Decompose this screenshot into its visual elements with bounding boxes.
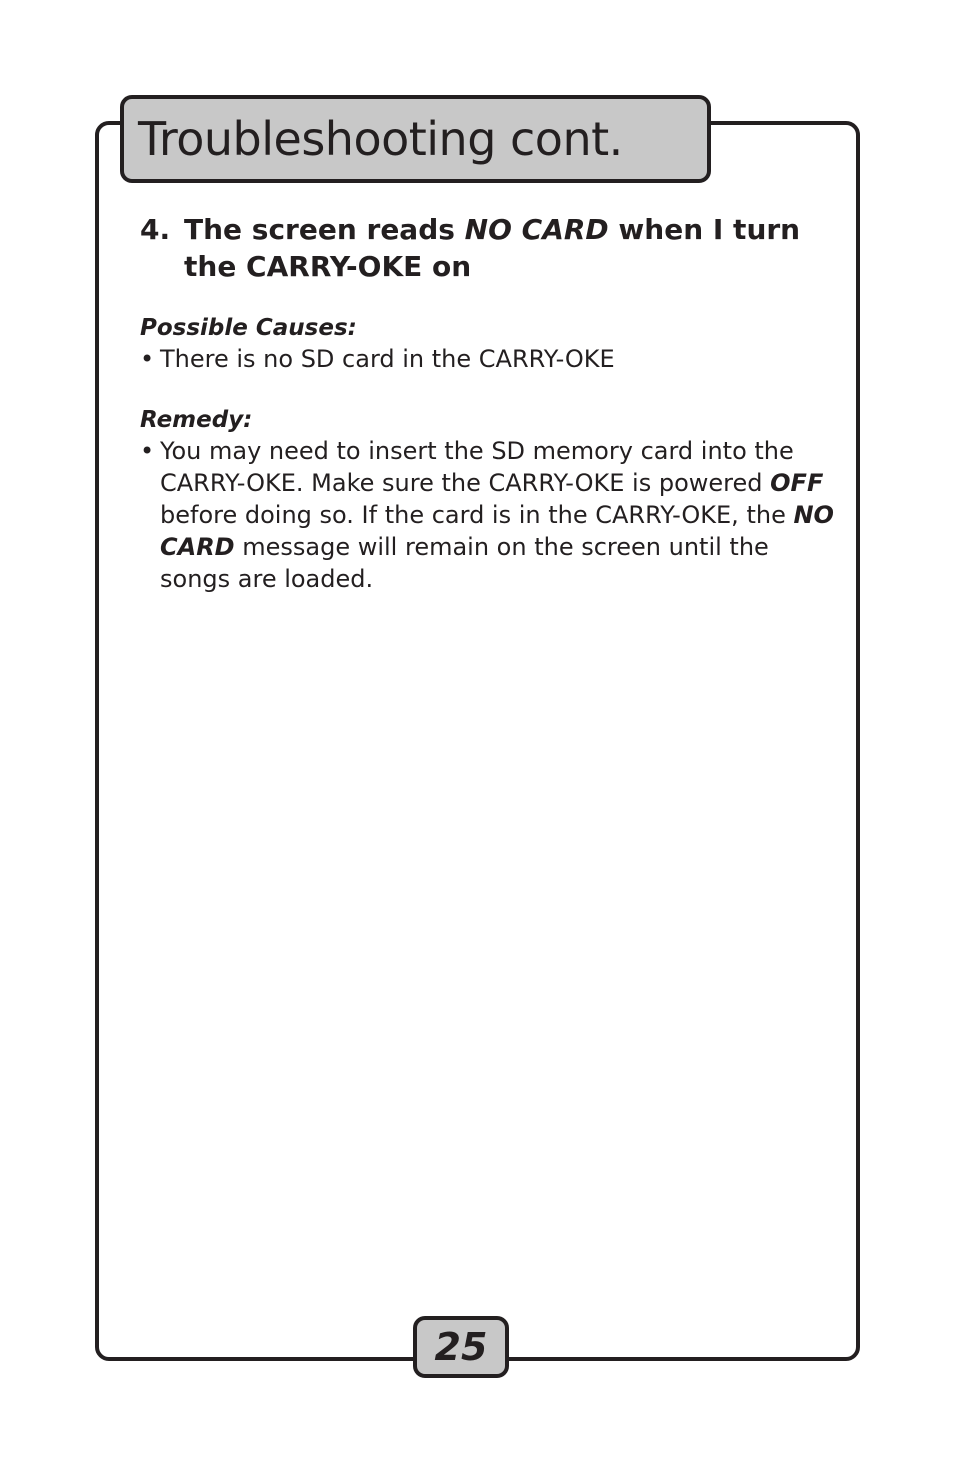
page-number: 25 <box>434 1325 488 1369</box>
content-area <box>140 211 840 595</box>
causes-label: Possible Causes: <box>140 315 357 341</box>
causes-item-text: There is no SD card in the CARRY-OKE <box>160 345 615 373</box>
page-title: Troubleshooting cont. <box>138 112 623 166</box>
question-text <box>184 211 840 285</box>
causes-item <box>140 343 840 375</box>
question-emphasis: NO CARD <box>464 213 609 246</box>
remedy-part2: before doing so. If the card is in the CARRY-OKE, the <box>160 501 794 529</box>
question-text-after: when I turn the CARRY-OKE on <box>184 213 801 283</box>
question-heading <box>140 211 840 285</box>
bullet-dot: • <box>140 345 155 373</box>
remedy-text <box>160 435 840 595</box>
bullet-dot: • <box>140 437 155 465</box>
remedy-off-emphasis: OFF <box>770 469 824 497</box>
question-text-before: The screen reads <box>184 213 465 246</box>
remedy-label: Remedy: <box>140 407 253 433</box>
remedy-part1: You may need to insert the SD memory card into the CARRY-OKE. Make sure the CARRY-OKE is powered <box>160 437 794 497</box>
remedy-nocard-emphasis: NO CARD <box>160 501 834 561</box>
page-number-badge <box>413 1316 509 1378</box>
remedy-item <box>140 435 840 595</box>
remedy-part3: message will remain on the screen until the songs are loaded. <box>160 533 769 593</box>
title-tab <box>120 95 711 183</box>
question-number: 4. <box>140 213 171 246</box>
